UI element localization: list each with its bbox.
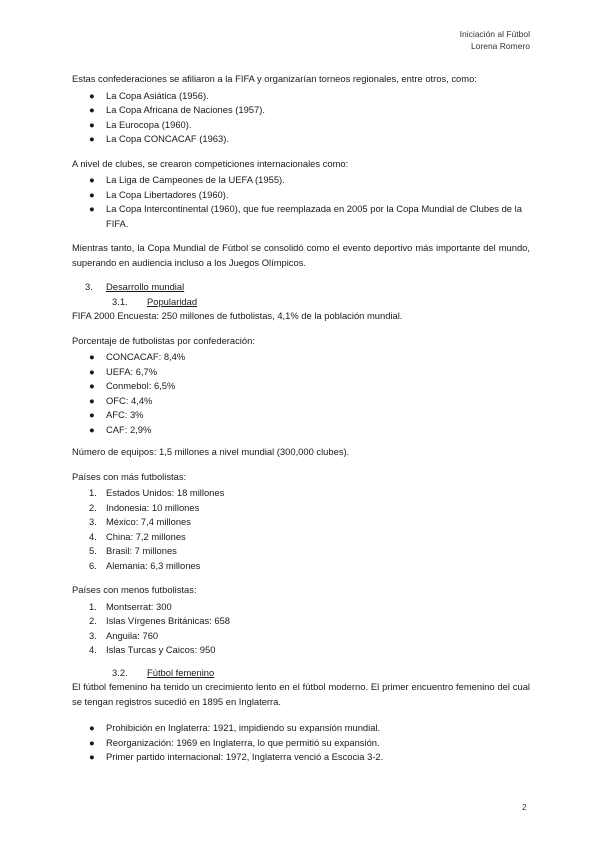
subsection-title: Popularidad [147, 295, 198, 307]
list-item: ● Conmebol: 6,5% [72, 379, 530, 394]
list-item: ● CAF: 2,9% [72, 423, 530, 438]
intro-paragraph: Estas confederaciones se afiliaron a la FIFA y organizarían torneos regionales, entre otros, como: [72, 73, 477, 84]
world-cup-paragraph: Mientras tanto, la Copa Mundial de Fútbol se consolidó como el evento deportivo más importante del mundo, superando en audiencia incluso a los Juegos Olímpicos. [72, 242, 530, 268]
list-item: ● La Copa Intercontinental (1960), que fue reemplazada en 2005 por la Copa Mundial de Clubes de la FIFA. [89, 203, 522, 229]
list-item: ● La Eurocopa (1960). [72, 118, 530, 133]
bullet-icon: ● [89, 394, 95, 406]
bullet-icon: ● [89, 736, 95, 748]
list-item: ● OFC: 4,4% [72, 394, 530, 409]
list-item: 1. Estados Unidos: 18 millones [89, 487, 225, 498]
bullet-icon: ● [89, 380, 95, 391]
confederation-list [72, 350, 530, 437]
bullet-icon: ● [89, 751, 95, 762]
bullet-icon: ● [89, 188, 95, 200]
list-item: 5. Brasil: 7 millones [89, 545, 177, 556]
bullet-icon: ● [89, 722, 95, 733]
subsection-number: 3.2. [112, 666, 128, 678]
least-players-title: Países con menos futbolistas: [72, 584, 197, 595]
section-title: Desarrollo mundial [106, 281, 185, 292]
womens-football-paragraph: El fútbol femenino ha tenido un crecimiento lento en el fútbol moderno. El primer encuentro femenino del cual se tengan registros sucedió en 1895 en Inglaterra. [72, 681, 530, 707]
list-item: 2. Islas Vírgenes Británicas: 658 [89, 615, 231, 626]
list-item: ● La Copa CONCACAF (1963). [72, 132, 530, 147]
bullet-icon: ● [89, 409, 95, 420]
list-item: 6. Alemania: 6,3 millones [89, 559, 201, 571]
page-content [72, 72, 530, 765]
list-item: 1. Montserrat: 300 [89, 600, 172, 612]
club-competitions-list [72, 173, 530, 231]
bullet-icon: ● [89, 365, 95, 377]
bullet-icon: ● [89, 89, 95, 101]
confederation-title: Porcentaje de futbolistas por confederación: [72, 334, 255, 346]
subsection-heading-womens-football [72, 666, 530, 681]
teams-count-line: Número de equipos: 1,5 millones a nivel mundial (300,000 clubes). [72, 446, 350, 457]
subsection-heading-popularity [72, 295, 530, 310]
section-number: 3. [85, 281, 93, 292]
subsection-number: 3.1. [112, 295, 128, 307]
page-number: 2 [522, 802, 527, 812]
bullet-icon: ● [89, 118, 95, 130]
list-item: 3. México: 7,4 millones [89, 516, 191, 527]
section-heading [72, 280, 530, 295]
list-item: 4. China: 7,2 millones [89, 530, 186, 542]
list-item: ● La Copa Asiática (1956). [72, 89, 530, 104]
list-item: ● La Copa Africana de Naciones (1957). [72, 103, 530, 118]
most-players-title: Países con más futbolistas: [72, 470, 187, 482]
list-item: 3. Anguila: 760 [89, 629, 159, 641]
list-item: ● Primer partido internacional: 1972, Inglaterra venció a Escocia 3-2. [72, 750, 530, 765]
bullet-icon: ● [89, 104, 95, 115]
regional-tournaments-list [72, 89, 530, 147]
bullet-icon: ● [89, 423, 95, 435]
most-players-list [72, 486, 530, 573]
list-item: 4. Islas Turcas y Caicos: 950 [89, 644, 216, 655]
clubs-paragraph: A nivel de clubes, se crearon competiciones internacionales como: [72, 157, 349, 169]
least-players-list [72, 600, 530, 658]
bullet-icon: ● [89, 133, 95, 144]
list-item: ● La Copa Libertadores (1960). [72, 188, 530, 203]
womens-football-list [72, 721, 530, 765]
list-item: ● La Liga de Campeones de la UEFA (1955). [72, 173, 530, 188]
fifa-survey-line: FIFA 2000 Encuesta: 250 millones de futbolistas, 4,1% de la población mundial. [72, 310, 403, 321]
list-item: ● Prohibición en Inglaterra: 1921, impidiendo su expansión mundial. [72, 721, 530, 736]
list-item: ● CONCACAF: 8,4% [72, 350, 530, 365]
list-item: ● Reorganización: 1969 en Inglaterra, lo que permitió su expansión. [72, 736, 530, 751]
list-item: ● AFC: 3% [72, 408, 530, 423]
page-header [460, 28, 530, 52]
bullet-icon: ● [89, 203, 95, 214]
list-item: ● UEFA: 6,7% [72, 365, 530, 380]
header-author: Lorena Romero [470, 41, 530, 51]
bullet-icon: ● [89, 174, 95, 185]
bullet-icon: ● [89, 351, 95, 362]
list-item: 2. Indonesia: 10 millones [89, 501, 200, 513]
subsection-title: Fútbol femenino [147, 666, 215, 678]
header-title: Iniciación al Fútbol [459, 29, 530, 39]
